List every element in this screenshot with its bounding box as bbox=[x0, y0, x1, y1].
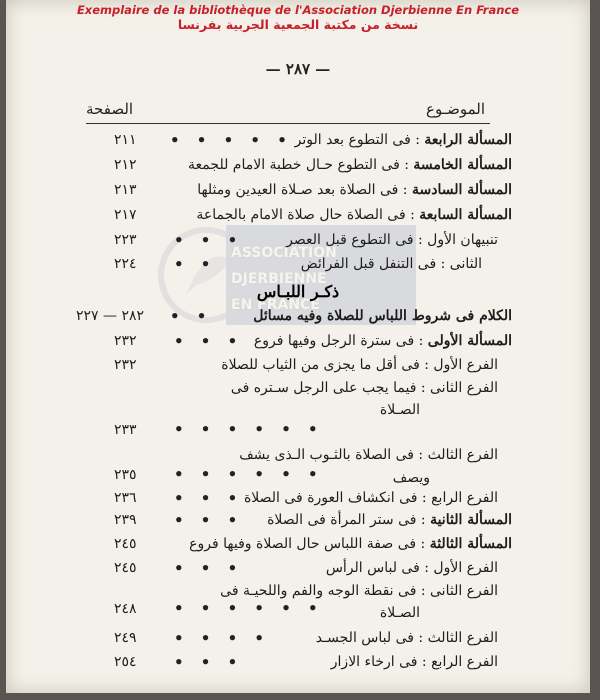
toc-entry-continuation: ويصف bbox=[392, 470, 430, 486]
toc-entry-label: الفرع الرابع bbox=[431, 654, 498, 670]
toc-entry-page: ٢١٣ bbox=[114, 182, 137, 198]
toc-entry-text: : فى ارخاء الازار bbox=[330, 654, 427, 670]
toc-entry bbox=[316, 630, 498, 646]
toc-entry bbox=[326, 560, 498, 576]
section-intro: الكلام فى شروط اللباس للصلاة وفيه مسائل bbox=[253, 308, 512, 324]
toc-entry-label: الفرع الثالث bbox=[427, 447, 498, 463]
toc-entry-label: الفرع الأول bbox=[433, 560, 498, 576]
toc-entry-text: : فيما يجب على الرجل سـتره فى bbox=[230, 380, 426, 396]
toc-entry-page: ٢٣٣ bbox=[114, 422, 137, 438]
toc-entry bbox=[188, 157, 512, 173]
toc-entry bbox=[239, 447, 498, 463]
toc-entry-label: تنبيهان الأول bbox=[427, 232, 498, 248]
toc-entry bbox=[231, 380, 498, 396]
toc-entry-text: : فى التطوع بعد الوتر bbox=[294, 132, 420, 148]
toc-entry-label: المسألة الثالثة bbox=[429, 536, 512, 552]
toc-entry bbox=[286, 232, 498, 248]
toc-entry-page: ٢٣٢ bbox=[114, 333, 137, 349]
toc-entry-page: ٢١٢ bbox=[114, 157, 137, 173]
dot-leader: • • bbox=[174, 255, 217, 273]
toc-entry-label: الفرع الثانى bbox=[430, 583, 498, 599]
toc-entry-label: المسألة السادسة bbox=[411, 182, 512, 198]
document-page bbox=[6, 0, 590, 693]
toc-entry-page: ٢٥٤ bbox=[114, 654, 137, 670]
toc-entry bbox=[189, 536, 512, 552]
toc-entry-text: : فى ستر المرأة فى الصلاة bbox=[267, 512, 426, 528]
toc-entry-text: : فى التطوع حـال خطبة الامام للجمعة bbox=[188, 157, 409, 173]
toc-entry-text: : فى الصلاة بالثـوب الـذى يشف bbox=[239, 447, 424, 463]
toc-entry bbox=[196, 207, 512, 223]
toc-entry-label: الفرع الأول bbox=[433, 357, 498, 373]
toc-entry-text: : فى أقل ما يجزى من الثياب للصلاة bbox=[221, 357, 429, 373]
toc-entry-text: : فى التطوع قبل العصر bbox=[286, 232, 423, 248]
toc-entry-text: : فى نقطة الوجه والفم واللحيـة فى bbox=[220, 583, 426, 599]
toc-entry bbox=[221, 357, 498, 373]
dot-leader: • • • • • • bbox=[174, 420, 324, 438]
toc-entry-text: : فى التنفل قبل الفرائض bbox=[300, 256, 446, 272]
toc-entry-label: الفرع الثالث bbox=[427, 630, 498, 646]
dot-leader: • • bbox=[170, 307, 213, 325]
toc-entry-page: ٢٤٥ bbox=[114, 536, 137, 552]
toc-entry-page: ٢١٧ bbox=[114, 207, 137, 223]
dot-leader: • • • • • bbox=[170, 131, 293, 149]
dot-leader: • • • bbox=[174, 489, 244, 507]
watermark-line-2: DJERBIENNE bbox=[231, 271, 327, 287]
toc-entry-page: ٢٣٦ bbox=[114, 490, 137, 506]
toc-entry-page: ٢٣٩ bbox=[114, 512, 137, 528]
toc-entry-page: ٢٤٨ bbox=[114, 601, 137, 617]
header-topic: الموضـوع bbox=[426, 100, 485, 118]
header-page: الصفحة bbox=[86, 100, 134, 118]
toc-entry-text: : فى سترة الرجل وفيها فروع bbox=[253, 333, 424, 349]
dot-leader: • • • • • • bbox=[174, 599, 324, 617]
toc-entry-continuation: الصـلاة bbox=[379, 402, 420, 418]
toc-entry-label: الفرع الثانى bbox=[430, 380, 498, 396]
section-intro-pages: ٢٨٢ — ٢٢٧ bbox=[76, 308, 145, 324]
toc-entry-text: : فى لباس الرأس bbox=[325, 560, 429, 576]
dot-leader: • • • bbox=[174, 653, 244, 671]
toc-entry bbox=[244, 490, 498, 506]
toc-entry-page: ٢٤٩ bbox=[114, 630, 137, 646]
toc-entry-label: المسألة الثانية bbox=[430, 512, 512, 528]
toc-entry-label: المسألة الأولى bbox=[427, 333, 512, 349]
toc-entry-label: المسألة الخامسة bbox=[413, 157, 512, 173]
toc-entry-page: ٢١١ bbox=[114, 132, 137, 148]
toc-entry-text: : فى الصلاة بعد صـلاة العيدين ومثلها bbox=[197, 182, 408, 198]
toc-entry-page: ٢٣٥ bbox=[114, 467, 137, 483]
toc-entry bbox=[301, 256, 482, 272]
section-title: ذكـر اللبـاس bbox=[256, 282, 340, 301]
toc-entry-text: : فى لباس الجسـد bbox=[315, 630, 424, 646]
toc-entry-page: ٢٣٢ bbox=[114, 357, 137, 373]
dot-leader: • • • • bbox=[174, 629, 271, 647]
toc-entry-label: الفرع الرابع bbox=[431, 490, 498, 506]
toc-entry bbox=[295, 132, 512, 148]
toc-entry-continuation: الصـلاة bbox=[379, 605, 420, 621]
toc-entry bbox=[197, 182, 512, 198]
toc-entry bbox=[254, 333, 512, 349]
header-rule bbox=[86, 123, 490, 124]
toc-entry-label: المسألة السابعة bbox=[419, 207, 512, 223]
dot-leader: • • • bbox=[174, 332, 244, 350]
watermark-line-1: ASSOCIATION bbox=[231, 245, 337, 261]
toc-entry bbox=[267, 512, 512, 528]
dot-leader: • • • • • • bbox=[174, 465, 324, 483]
toc-entry bbox=[220, 583, 498, 599]
toc-entry-page: ٢٢٣ bbox=[114, 232, 137, 248]
toc-entry-text: : فى صفة اللباس حال الصلاة وفيها فروع bbox=[189, 536, 426, 552]
dot-leader: • • • bbox=[174, 559, 244, 577]
toc-entry-text: : فى انكشاف العورة فى الصلاة bbox=[243, 490, 427, 506]
dot-leader: • • • bbox=[174, 231, 244, 249]
library-stamp-french: Exemplaire de la bibliothèque de l'Association Djerbienne En France bbox=[76, 3, 520, 17]
dot-leader: • • • bbox=[174, 511, 244, 529]
toc-entry bbox=[331, 654, 498, 670]
toc-entry-page: ٢٤٥ bbox=[114, 560, 137, 576]
toc-entry-label: المسألة الرابعة bbox=[424, 132, 512, 148]
toc-entry-label: الثانى bbox=[449, 256, 482, 272]
watermark-line-3: EN FRANCE bbox=[231, 297, 320, 313]
page-number: — ٢٨٧ — bbox=[265, 60, 331, 78]
toc-entry-page: ٢٢٤ bbox=[114, 256, 137, 272]
library-stamp-arabic: نسخة من مكتبة الجمعية الجربية بفرنسا bbox=[177, 17, 419, 32]
toc-entry-text: : فى الصلاة حال صلاة الامام بالجماعة bbox=[196, 207, 415, 223]
